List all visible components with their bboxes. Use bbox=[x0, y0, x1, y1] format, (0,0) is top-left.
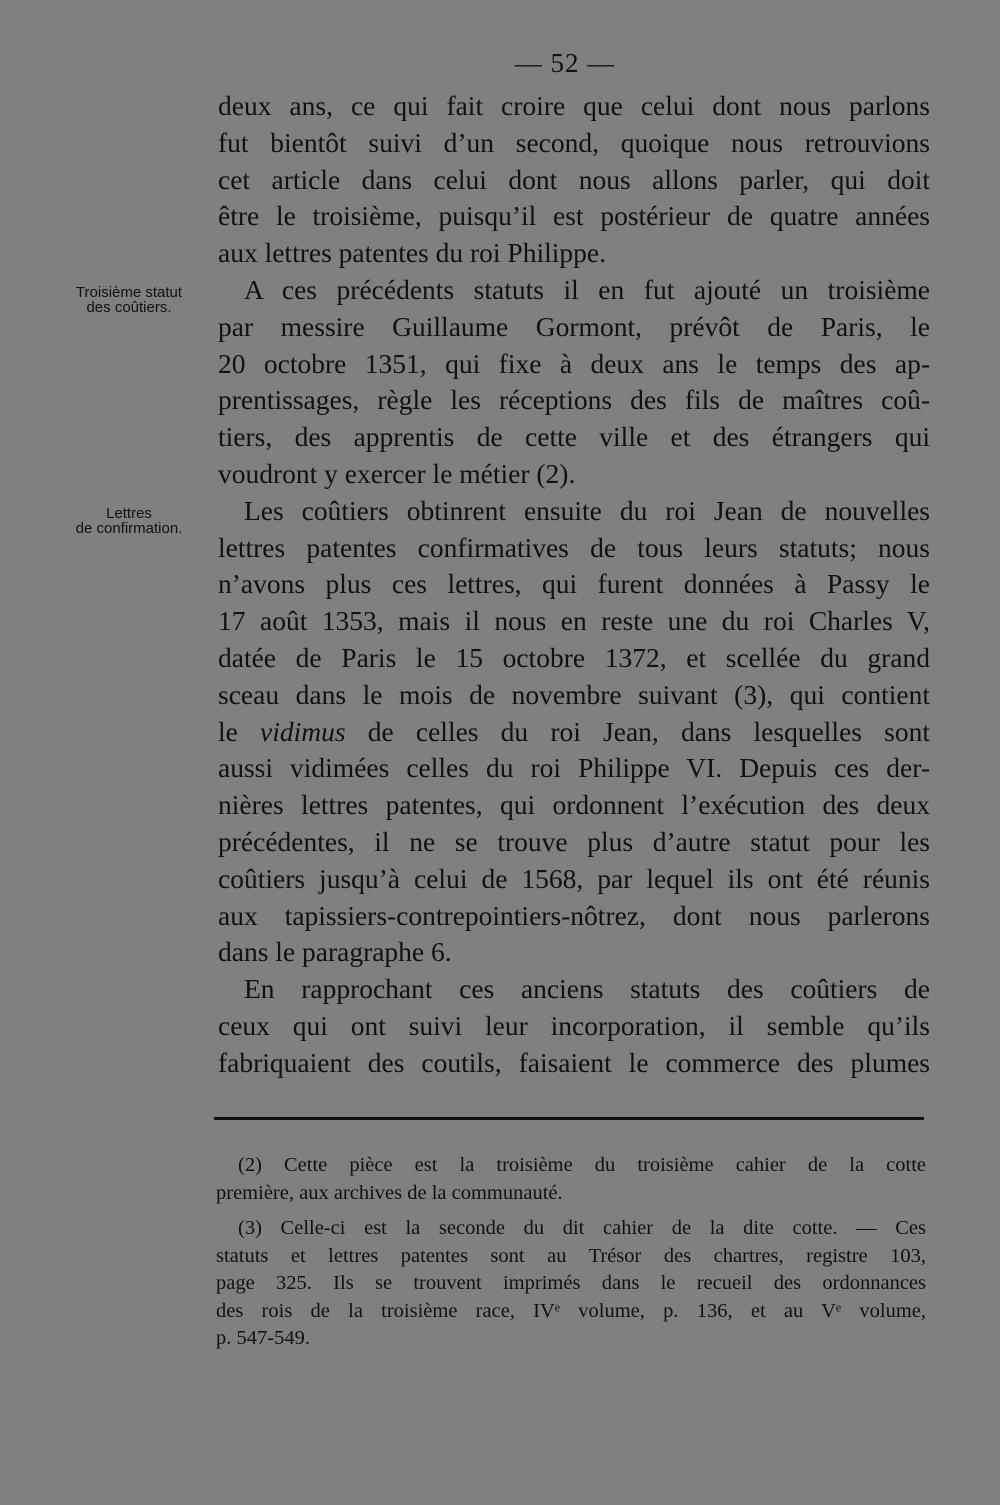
text-line: cet article dans celui dont nous allons parler, qui doit bbox=[218, 163, 930, 195]
text-line: tiers, des apprentis de cette ville et des étrangers qui bbox=[218, 421, 930, 453]
text-fragment: le bbox=[218, 715, 238, 747]
text-line: Les coûtiers obtinrent ensuite du roi Jean de nouvelles bbox=[244, 494, 930, 526]
text-line: En rapprochant ces anciens statuts des coûtiers de bbox=[244, 973, 930, 1005]
text-line: datée de Paris le 15 octobre 1372, et scellée du grand bbox=[218, 641, 930, 673]
body-text bbox=[218, 88, 930, 1082]
text-line: 20 octobre 1351, qui fixe à deux ans le temps des ap- bbox=[218, 347, 930, 379]
footnote-line: (3) Celle-ci est la seconde du dit cahier de la dite cotte. — Ces bbox=[238, 1217, 926, 1239]
text-line: 17 août 1353, mais il nous en reste une du roi Charles V, bbox=[218, 605, 930, 637]
margin-note-lettres-confirmation bbox=[40, 506, 218, 536]
text-line: aux lettres patentes du roi Philippe. bbox=[218, 237, 606, 269]
footnote-line: des rois de la troisième race, IVᵉ volume, p. 136, et au Vᵉ volume, bbox=[216, 1299, 926, 1322]
footnote-line: première, aux archives de la communauté. bbox=[216, 1181, 563, 1204]
text-line: fabriquaient des coutils, faisaient le commerce des plumes bbox=[218, 1046, 930, 1078]
text-line: prentissages, règle les réceptions des fils de maîtres coû- bbox=[218, 384, 930, 416]
footnotes bbox=[216, 1152, 926, 1353]
footnote-divider bbox=[214, 1117, 924, 1120]
footnote-line: page 325. Ils se trouvent imprimés dans le recueil des ordonnances bbox=[216, 1272, 926, 1294]
margin-note-troisieme-statut bbox=[40, 285, 218, 315]
text-line: deux ans, ce qui fait croire que celui dont nous parlons bbox=[218, 90, 930, 121]
text-line: nières lettres patentes, qui ordonnent l’exécution des deux bbox=[218, 789, 930, 821]
text-line: aussi vidimées celles du roi Philippe VI. Depuis ces der- bbox=[218, 752, 930, 784]
text-line: fut bientôt suivi d’un second, quoique nous retrouvions bbox=[218, 126, 930, 158]
footnote-gap bbox=[216, 1207, 926, 1215]
text-line: aux tapissiers-contrepointiers-nôtrez, dont nous parlerons bbox=[218, 899, 930, 931]
margin-note-line: Troisième statut bbox=[75, 284, 183, 301]
text-line: lettres patentes confirmatives de tous leurs statuts; nous bbox=[218, 531, 930, 563]
margin-note-line: Lettres bbox=[106, 505, 152, 522]
margin-note-line: des coûtiers. bbox=[86, 299, 172, 316]
page-number: — 52 — bbox=[514, 48, 616, 78]
footnote-line: p. 547-549. bbox=[216, 1327, 310, 1349]
margin-note-line: de confirmation. bbox=[75, 520, 183, 537]
italic-term-vidimus: vidimus bbox=[260, 715, 346, 747]
text-line: sceau dans le mois de novembre suivant (3), qui contient bbox=[218, 678, 930, 710]
text-fragment: de celles du roi Jean, dans lesquelles sont bbox=[367, 715, 930, 747]
text-line: A ces précédents statuts il en fut ajouté un troisième bbox=[244, 273, 930, 305]
text-line: par messire Guillaume Gormont, prévôt de Paris, le bbox=[218, 310, 930, 342]
text-line: coûtiers jusqu’à celui de 1568, par lequel ils ont été réunis bbox=[218, 862, 930, 894]
text-line: dans le paragraphe 6. bbox=[218, 936, 452, 968]
text-line: ceux qui ont suivi leur incorporation, il semble qu’ils bbox=[218, 1009, 930, 1041]
footnote-line: (2) Cette pièce est la troisième du troisième cahier de la cotte bbox=[238, 1154, 926, 1176]
footnote-line: statuts et lettres patentes sont au Trésor des chartres, registre 103, bbox=[216, 1244, 926, 1267]
text-line: n’avons plus ces lettres, qui furent données à Passy le bbox=[218, 568, 930, 600]
text-line: voudront y exercer le métier (2). bbox=[218, 457, 576, 489]
text-line bbox=[218, 714, 930, 751]
text-line: être le troisième, puisqu’il est postérieur de quatre années bbox=[218, 200, 930, 232]
text-line: précédentes, il ne se trouve plus d’autre statut pour les bbox=[218, 825, 930, 857]
